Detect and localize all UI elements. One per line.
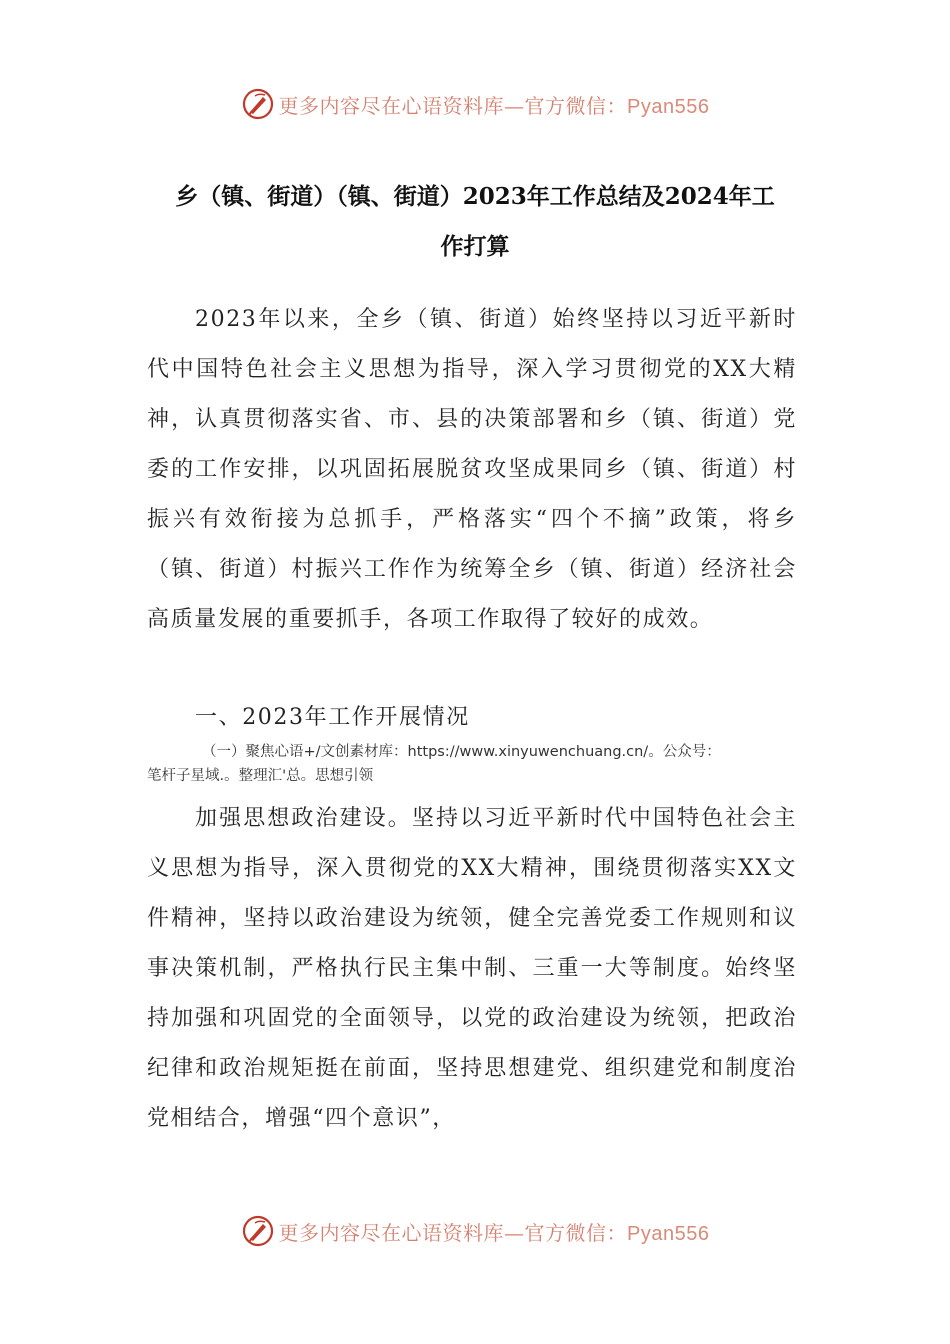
subsection-note-line-1: （一）聚焦心语+/文创素材库：https://www.xinyuwenchuang.cn/。公众号： xyxy=(202,744,721,760)
subsection-note xyxy=(147,740,827,788)
pen-logo-icon xyxy=(241,87,275,121)
pen-logo-icon xyxy=(241,1214,275,1248)
title-line-1: 乡（镇、街道）（镇、街道）2023年工作总结及2024年工 xyxy=(175,183,775,210)
subsection-note-line-2: 笔杆子星域.。整理汇'总。思想引领 xyxy=(147,768,374,784)
banner-handle: Pyan556 xyxy=(627,95,710,118)
banner-text: 更多内容尽在心语资料库—官方微信：Pyan556 xyxy=(278,1220,710,1245)
title-line-2: 作打算 xyxy=(440,233,510,260)
footer-banner xyxy=(0,1211,950,1251)
section-heading: 一、2023年工作开展情况 xyxy=(195,705,470,730)
document-title xyxy=(145,172,805,272)
banner-handle: Pyan556 xyxy=(627,1222,710,1245)
header-banner xyxy=(0,84,950,124)
paragraph-ideology: 加强思想政治建设。坚持以习近平新时代中国特色社会主义思想为指导，深入贯彻党的XX大精神，围绕贯彻落实XX文件精神，坚持以政治建设为统领，健全完善党委工作规则和议事决策机制，严格执行民主集中制、三重一大等制度。始终坚持加强和巩固党的全面领导，以党的政治建设为统领，把政治纪律和政治规矩挺在前面，坚持思想建党、组织建党和制度治党相结合，增强“四个意识”， xyxy=(147,806,797,1131)
banner-text: 更多内容尽在心语资料库—官方微信：Pyan556 xyxy=(278,93,710,118)
paragraph-intro: 2023年以来，全乡（镇、街道）始终坚持以习近平新时代中国特色社会主义思想为指导，深入学习贯彻党的XX大精神，认真贯彻落实省、市、县的决策部署和乡（镇、街道）党委的工作安排，以巩固拓展脱贫攻坚成果同乡（镇、街道）村振兴有效衔接为总抓手，严格落实“四个不摘”政策，将乡（镇、街道）村振兴工作作为统筹全乡（镇、街道）经济社会高质量发展的重要抓手，各项工作取得了较好的成效。 xyxy=(147,307,797,632)
